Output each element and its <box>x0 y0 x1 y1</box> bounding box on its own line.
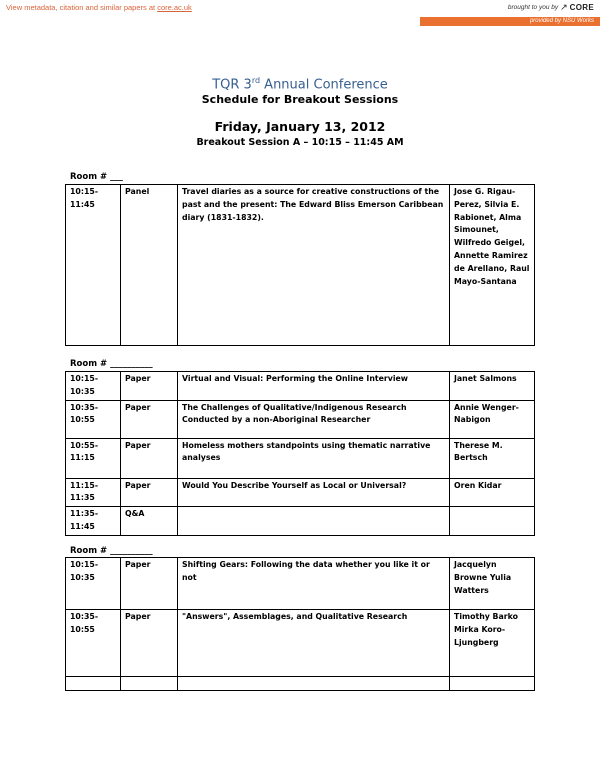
session-presenters: Oren Kidar <box>450 478 535 507</box>
table-row <box>66 507 535 536</box>
conference-title <box>0 72 600 93</box>
core-link-site: core.ac.uk <box>157 3 192 12</box>
table-row <box>66 400 535 438</box>
session-time: 10:15-10:35 <box>66 558 121 610</box>
table-row <box>66 372 535 401</box>
room-2-table <box>65 371 535 536</box>
session-time: 10:15-11:45 <box>66 185 121 346</box>
session-type: Paper <box>121 610 178 677</box>
session-title <box>178 507 450 536</box>
session-type: Paper <box>121 400 178 438</box>
core-brought-by <box>508 2 594 13</box>
session-presenters: Annie Wenger-Nabigon <box>450 400 535 438</box>
session-title <box>178 677 450 691</box>
session-type: Q&A <box>121 507 178 536</box>
room-3-table <box>65 557 535 691</box>
schedule-subtitle: Schedule for Breakout Sessions <box>201 93 399 106</box>
core-brought-text: brought to you by <box>507 4 559 11</box>
core-logo-icon: ↗ <box>560 2 568 12</box>
conference-title-sup: rd <box>251 76 261 85</box>
session-presenters <box>450 677 535 691</box>
table-row <box>66 438 535 478</box>
session-time: 10:15-10:35 <box>66 372 121 401</box>
session-title: The Challenges of Qualitative/Indigenous Research Conducted by a non-Aboriginal Researcher <box>178 400 450 438</box>
session-type: Paper <box>121 438 178 478</box>
session-title: Virtual and Visual: Performing the Online Interview <box>178 372 450 401</box>
session-presenters: Jacquelyn Browne Yulia Watters <box>450 558 535 610</box>
room-1-label: Room # ___ <box>70 172 123 182</box>
core-banner <box>0 0 600 26</box>
session-presenters <box>450 507 535 536</box>
session-time: 10:35-10:55 <box>66 400 121 438</box>
table-row <box>66 478 535 507</box>
session-presenters: Timothy Barko Mirka Koro-Ljungberg <box>450 610 535 677</box>
session-title: Shifting Gears: Following the data whether you like it or not <box>178 558 450 610</box>
session-presenters: Therese M. Bertsch <box>450 438 535 478</box>
session-time: 11:35-11:45 <box>66 507 121 536</box>
core-link-prefix: View metadata, citation and similar papers at <box>6 3 158 12</box>
core-provided-by[interactable]: provided by NSU Works <box>529 18 594 24</box>
session-heading: Breakout Session A – 10:15 – 11:45 AM <box>196 137 404 148</box>
session-title: Travel diaries as a source for creative constructions of the past and the present: The Edward Bliss Emerson Caribbean diary (1831-1832). <box>178 185 450 346</box>
session-type: Panel <box>121 185 178 346</box>
conference-title-suffix: Annual Conference <box>260 77 388 93</box>
session-time: 11:15-11:35 <box>66 478 121 507</box>
session-time <box>66 677 121 691</box>
document-header <box>0 72 600 150</box>
schedule-date: Friday, January 13, 2012 <box>214 119 386 134</box>
session-type: Paper <box>121 372 178 401</box>
session-type <box>121 677 178 691</box>
core-metadata-link[interactable] <box>6 3 192 12</box>
table-row <box>66 677 535 691</box>
core-logo: CORE <box>569 3 594 12</box>
room-3-label: Room # __________ <box>70 546 153 556</box>
session-title: "Answers", Assemblages, and Qualitative Research <box>178 610 450 677</box>
session-type: Paper <box>121 558 178 610</box>
conference-title-prefix: TQR 3 <box>212 77 252 93</box>
table-row <box>66 610 535 677</box>
session-type: Paper <box>121 478 178 507</box>
session-presenters: Jose G. Rigau-Perez, Silvia E. Rabionet, Alma Simounet, Wilfredo Geigel, Annette Ramirez de Arellano, Raul Mayo-Santana <box>450 185 535 346</box>
table-row <box>66 185 535 346</box>
session-time: 10:35-10:55 <box>66 610 121 677</box>
core-provided-stripe <box>420 17 600 26</box>
session-title: Would You Describe Yourself as Local or Universal? <box>178 478 450 507</box>
room-2-label: Room # __________ <box>70 359 153 369</box>
room-1-table <box>65 184 535 346</box>
session-title: Homeless mothers standpoints using thematic narrative analyses <box>178 438 450 478</box>
table-row <box>66 558 535 610</box>
session-presenters: Janet Salmons <box>450 372 535 401</box>
session-time: 10:55-11:15 <box>66 438 121 478</box>
